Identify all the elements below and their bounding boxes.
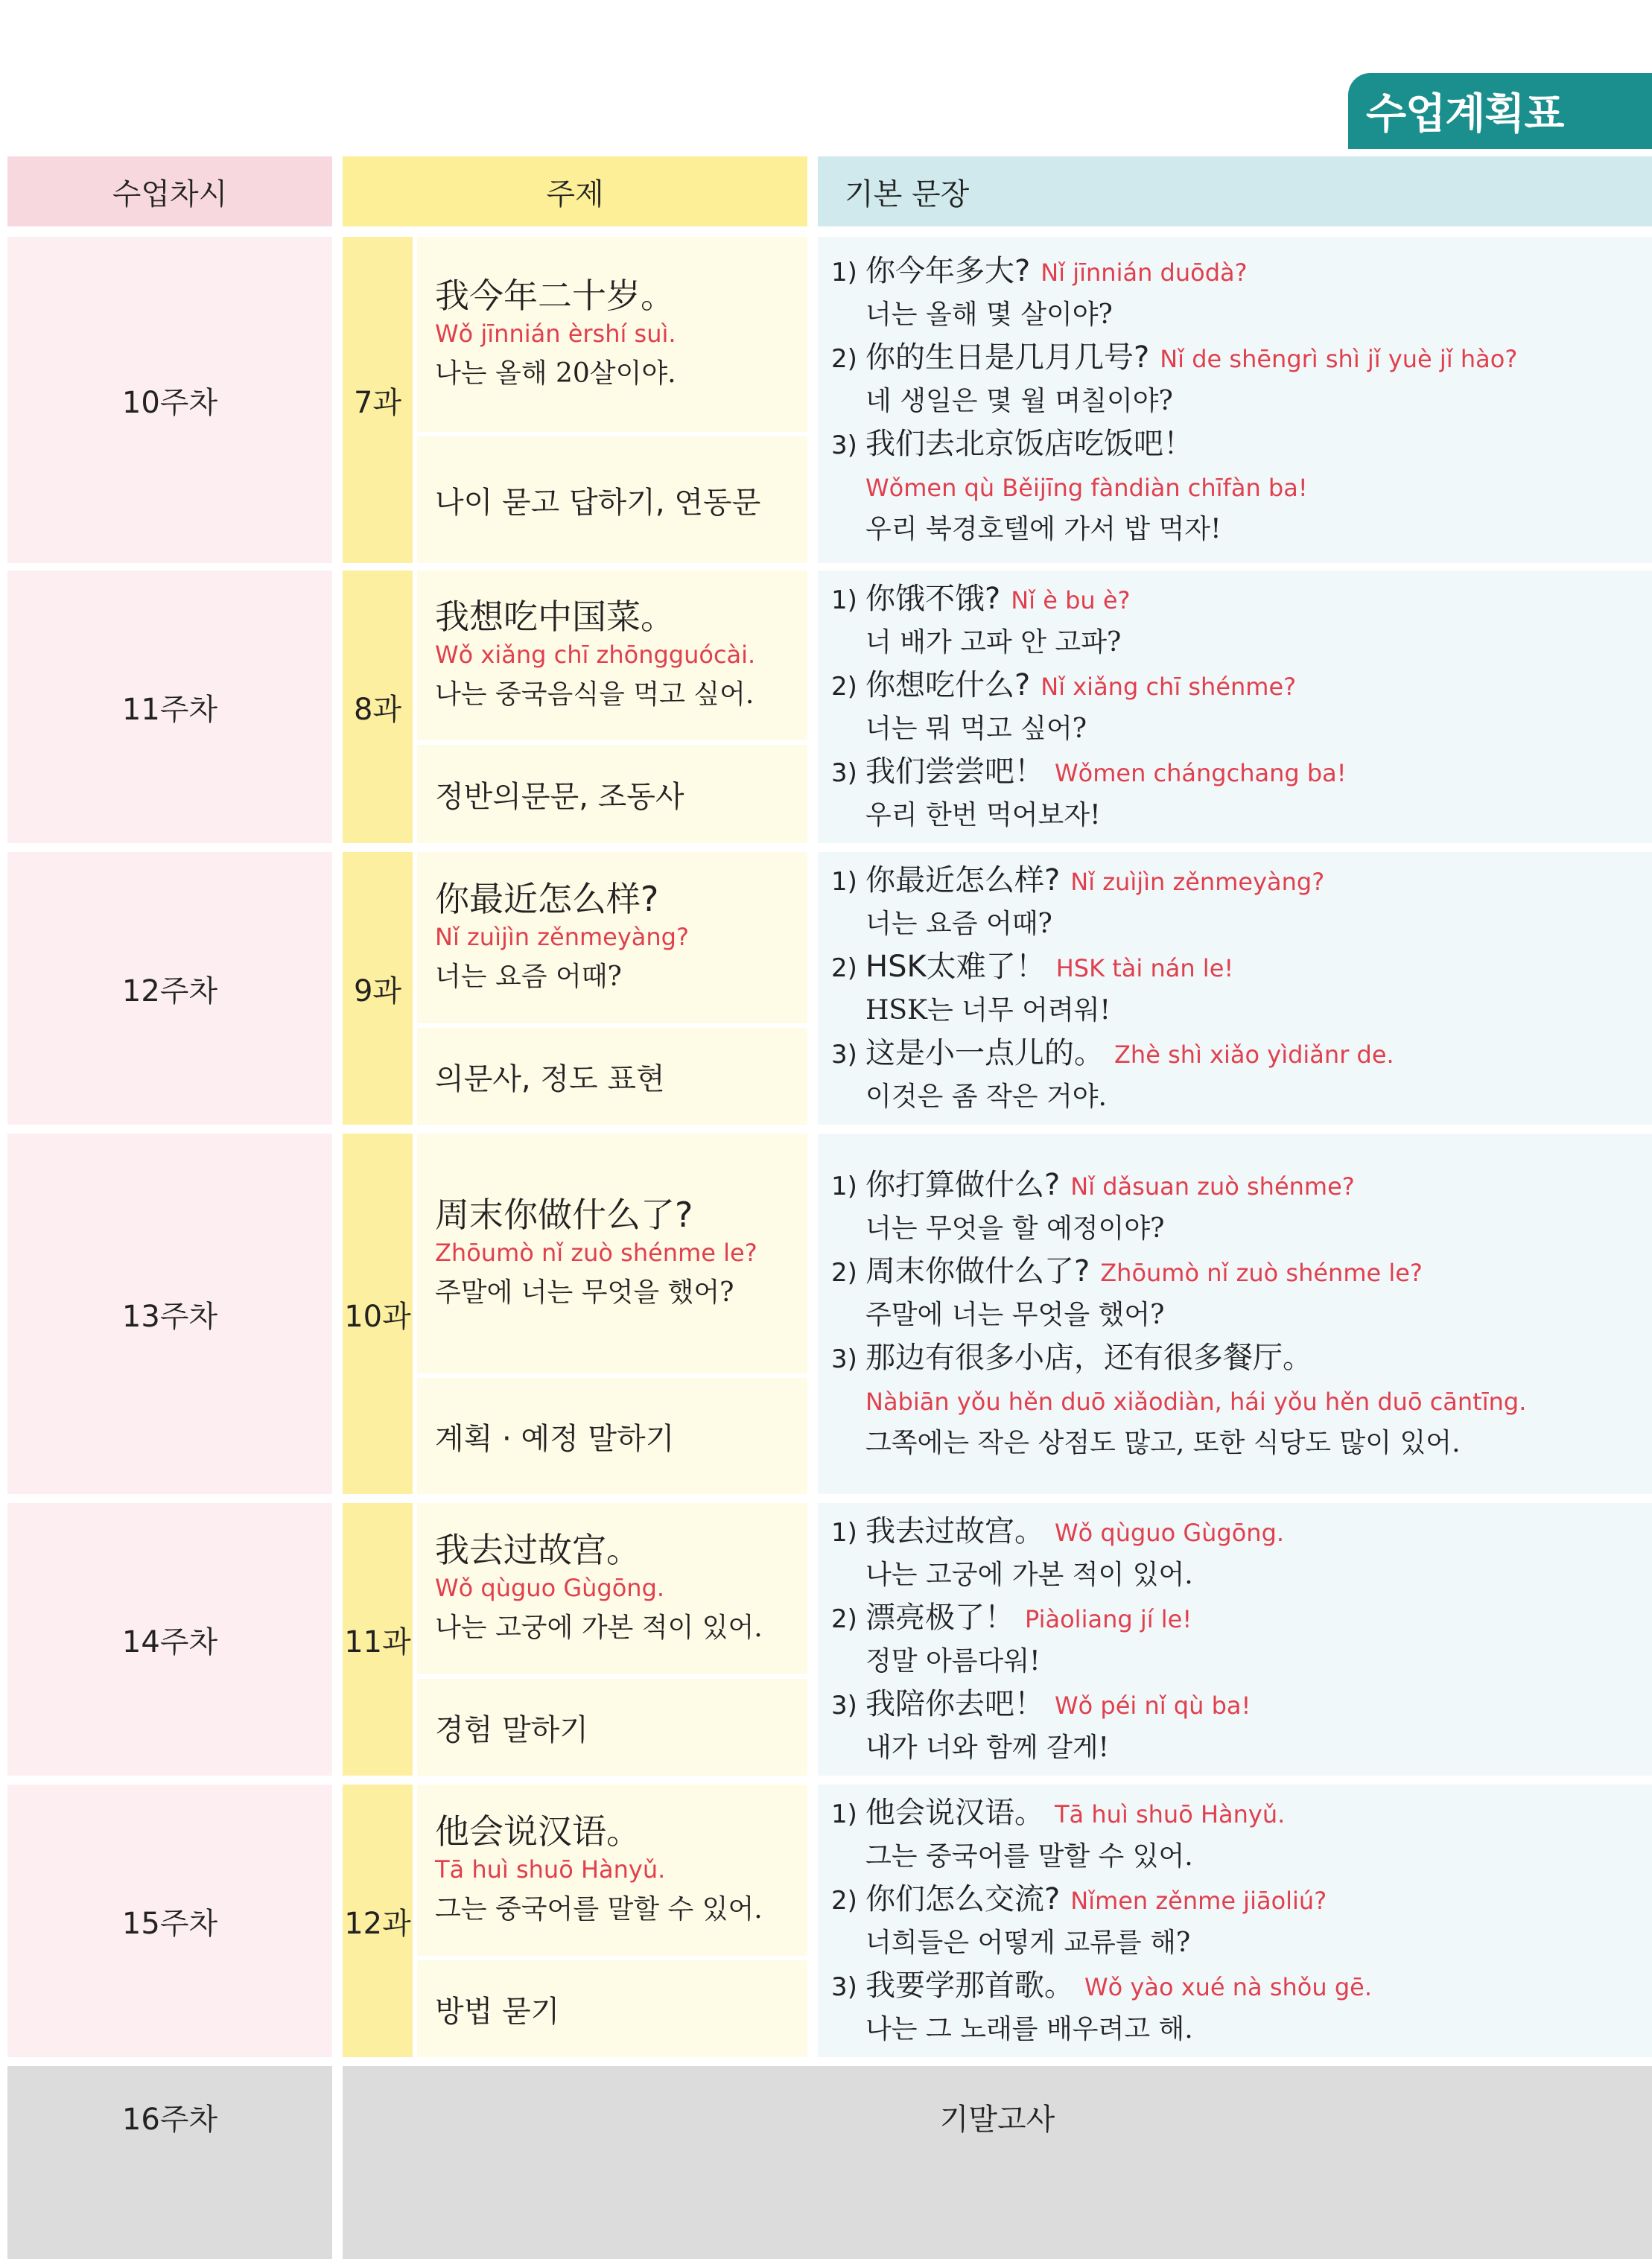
sentence-line [831, 1032, 1652, 1076]
topic-korean: 그는 중국어를 말할 수 있어. [435, 1894, 763, 1925]
header-sentences: 기본 문장 [818, 156, 1652, 226]
sentence-pinyin: Nǐmen zěnme jiāoliú? [1070, 1887, 1327, 1915]
sentence-korean: 우리 한번 먹어보자! [865, 800, 1101, 830]
topic-cell [417, 1503, 807, 1674]
sentences-cell [818, 571, 1652, 843]
topic-korean: 나는 고궁에 가본 적이 있어. [435, 1613, 763, 1643]
sentence-korean: 네 생일은 몇 월 며칠이야? [865, 386, 1173, 416]
sentence-pinyin: Nǐ xiǎng chī shénme? [1041, 673, 1297, 701]
sentence-line [831, 1510, 1652, 1554]
sentence-korean: 너는 무엇을 할 예정이야? [865, 1213, 1165, 1244]
sentence-line [831, 945, 1652, 990]
sentence-number: 2) [831, 344, 857, 374]
sentence-number: 2) [831, 1258, 857, 1288]
sentence-korean: 이것은 좀 작은 거야. [865, 1081, 1107, 1112]
topic-pinyin: Tā huì shuō Hànyǔ. [435, 1855, 666, 1884]
sentence-korean: 나는 그 노래를 배우려고 해. [865, 2014, 1193, 2044]
sentence-pinyin: Nàbiān yǒu hěn duō xiǎodiàn, hái yǒu hěn duō cāntīng. [865, 1388, 1527, 1416]
sentence-number: 2) [831, 672, 857, 702]
sentence-pinyin: Wǒmen qù Běijīng fàndiàn chīfàn ba! [865, 474, 1308, 502]
sentence-chinese: 周末你做什么了? [865, 1254, 1090, 1289]
sentences-cell [818, 852, 1652, 1125]
grammar-cell: 정반의문문, 조동사 [417, 745, 807, 843]
sentence-chinese: 我去过故宫。 [865, 1514, 1044, 1548]
lesson-cell: 8과 [343, 571, 413, 843]
sentence-chinese: 那边有很多小店，还有很多餐厅。 [865, 1341, 1312, 1375]
sentence-korean: 우리 북경호텔에 가서 밥 먹자! [865, 514, 1221, 544]
sentence-chinese: 我陪你去吧！ [865, 1687, 1044, 1721]
topic-korean: 나는 중국음식을 먹고 싶어. [435, 679, 754, 710]
topic-korean: 주말에 너는 무엇을 했어? [435, 1277, 734, 1308]
sentence-chinese: 他会说汉语。 [865, 1796, 1044, 1830]
sentence-line [831, 1336, 1652, 1381]
topic-cell [417, 852, 807, 1023]
topic-korean: 너는 요즘 어때? [435, 962, 622, 992]
grammar-cell: 계획 · 예정 말하기 [417, 1378, 807, 1494]
sentence-line [831, 336, 1652, 381]
sentence-chinese: 你想吃什么? [865, 668, 1031, 702]
week-cell: 15주차 [7, 1785, 332, 2057]
sentence-pinyin: Wǒ qùguo Gùgōng. [1055, 1519, 1285, 1547]
sentence-pinyin: Wǒ péi nǐ qù ba! [1055, 1691, 1251, 1720]
sentence-number: 3) [831, 430, 857, 460]
sentence-korean: 그는 중국어를 말할 수 있어. [865, 1841, 1193, 1872]
sentence-line [831, 422, 1652, 467]
grammar-cell: 의문사, 정도 표현 [417, 1028, 807, 1125]
sentence-line [831, 1878, 1652, 1922]
sentences-cell [818, 1785, 1652, 2057]
topic-cell [417, 237, 807, 432]
sentence-pinyin: Nǐ jīnnián duōdà? [1041, 258, 1248, 287]
sentence-pinyin: HSK tài nán le! [1055, 954, 1234, 982]
sentence-number: 2) [831, 1604, 857, 1634]
sentence-number: 3) [831, 1691, 857, 1721]
sentence-pinyin: Zhè shì xiǎo yìdiǎnr de. [1114, 1040, 1394, 1069]
sentence-korean: 너희들은 어떻게 교류를 해? [865, 1928, 1191, 1958]
sentence-line [831, 1791, 1652, 1836]
sentence-chinese: 你们怎么交流? [865, 1882, 1061, 1916]
sentence-line [831, 1250, 1652, 1294]
topic-chinese: 我想吃中国菜。 [435, 597, 675, 637]
topic-pinyin: Wǒ jīnnián èrshí suì. [435, 320, 676, 348]
sentence-korean: 너는 올해 몇 살이야? [865, 299, 1113, 330]
topic-chinese: 他会说汉语。 [435, 1811, 641, 1852]
lesson-cell: 10과 [343, 1134, 413, 1494]
sentence-pinyin: Zhōumò nǐ zuò shénme le? [1100, 1259, 1423, 1287]
week-cell: 16주차 [7, 2066, 332, 2259]
sentence-korean: 정말 아름다워! [865, 1646, 1041, 1677]
sentence-chinese: 我们去北京饭店吃饭吧！ [865, 427, 1193, 461]
sentence-line [831, 1964, 1652, 2009]
topic-pinyin: Zhōumò nǐ zuò shénme le? [435, 1239, 757, 1267]
sentence-chinese: 漂亮极了！ [865, 1601, 1014, 1635]
sentence-pinyin: Nǐ de shēngrì shì jǐ yuè jǐ hào? [1160, 345, 1518, 373]
sentence-korean: 너는 요즘 어때? [865, 909, 1052, 939]
sentence-number: 2) [831, 953, 857, 983]
topic-korean: 나는 올해 20살이야. [435, 358, 676, 389]
sentence-number: 1) [831, 1172, 857, 1201]
sentence-korean: 너 배가 고파 안 고파? [865, 627, 1122, 658]
sentence-chinese: 你打算做什么? [865, 1168, 1061, 1202]
lesson-cell: 9과 [343, 852, 413, 1125]
week-cell: 14주차 [7, 1503, 332, 1776]
sentence-chinese: 你今年多大? [865, 254, 1031, 288]
lesson-cell: 11과 [343, 1503, 413, 1776]
sentence-line [831, 750, 1652, 795]
week-cell: 12주차 [7, 852, 332, 1125]
sentence-number: 3) [831, 758, 857, 788]
topic-chinese: 你最近怎么样? [435, 879, 659, 919]
sentence-korean: 그쪽에는 작은 상점도 많고, 또한 식당도 많이 있어. [865, 1428, 1461, 1458]
final-exam-cell: 기말고사 [343, 2066, 1652, 2259]
sentence-pinyin: Wǒmen chángchang ba! [1055, 759, 1347, 787]
sentences-cell [818, 1134, 1652, 1494]
sentence-number: 1) [831, 1799, 857, 1829]
sentence-number: 1) [831, 867, 857, 897]
topic-cell [417, 1785, 807, 1956]
sentence-pinyin: Piàoliang jí le! [1025, 1605, 1192, 1633]
topic-pinyin: Nǐ zuìjìn zěnmeyàng? [435, 923, 689, 951]
sentence-korean: 주말에 너는 무엇을 했어? [865, 1300, 1165, 1330]
sentence-line [831, 1683, 1652, 1727]
sentence-chinese: 你最近怎么样? [865, 863, 1061, 897]
sentence-line [831, 664, 1652, 708]
sentence-number: 1) [831, 1518, 857, 1548]
week-cell: 11주차 [7, 571, 332, 843]
week-cell: 13주차 [7, 1134, 332, 1494]
sentence-number: 3) [831, 1972, 857, 2002]
page-title: 수업계획표 [1348, 73, 1652, 149]
sentence-pinyin: Tā huì shuō Hànyǔ. [1055, 1800, 1286, 1829]
lesson-cell: 7과 [343, 237, 413, 563]
header-week: 수업차시 [7, 156, 332, 226]
sentence-chinese: 我要学那首歌。 [865, 1969, 1074, 2003]
sentence-chinese: 我们尝尝吧！ [865, 754, 1044, 789]
sentence-pinyin: Nǐ dǎsuan zuò shénme? [1070, 1172, 1355, 1201]
grammar-cell: 방법 묻기 [417, 1960, 807, 2057]
sentence-korean: HSK는 너무 어려워! [865, 995, 1111, 1026]
topic-chinese: 周末你做什么了? [435, 1195, 693, 1235]
sentence-chinese: 这是小一点儿的。 [865, 1036, 1104, 1070]
sentence-number: 2) [831, 1886, 857, 1916]
sentence-line [831, 859, 1652, 903]
sentences-cell [818, 237, 1652, 563]
topic-cell [417, 571, 807, 740]
sentence-line [831, 250, 1652, 294]
topic-chinese: 我去过故宫。 [435, 1530, 641, 1570]
header-topic: 주제 [343, 156, 807, 226]
sentence-pinyin: Nǐ è bu è? [1011, 586, 1131, 614]
topic-pinyin: Wǒ qùguo Gùgōng. [435, 1574, 665, 1602]
sentence-korean: 나는 고궁에 가본 적이 있어. [865, 1560, 1193, 1590]
topic-pinyin: Wǒ xiǎng chī zhōngguócài. [435, 641, 756, 669]
sentence-korean: 내가 너와 함께 갈게! [865, 1732, 1110, 1763]
topic-chinese: 我今年二十岁。 [435, 276, 675, 316]
week-cell: 10주차 [7, 237, 332, 563]
sentence-chinese: 你饿不饿? [865, 582, 1001, 616]
lesson-cell: 12과 [343, 1785, 413, 2057]
sentence-korean: 너는 뭐 먹고 싶어? [865, 714, 1087, 744]
topic-cell [417, 1134, 807, 1373]
sentences-cell [818, 1503, 1652, 1776]
sentence-chinese: 你的生日是几月几号? [865, 340, 1150, 375]
sentence-pinyin: Nǐ zuìjìn zěnmeyàng? [1070, 868, 1325, 896]
sentence-number: 3) [831, 1040, 857, 1070]
sentence-line [831, 577, 1652, 622]
sentence-line [831, 1596, 1652, 1641]
grammar-cell: 경험 말하기 [417, 1679, 807, 1776]
sentence-number: 3) [831, 1344, 857, 1374]
grammar-cell: 나이 묻고 답하기, 연동문 [417, 436, 807, 563]
sentence-pinyin: Wǒ yào xué nà shǒu gē. [1084, 1973, 1372, 2001]
sentence-line [831, 1163, 1652, 1208]
sentence-number: 1) [831, 585, 857, 615]
sentence-chinese: HSK太难了！ [865, 950, 1046, 984]
sentence-number: 1) [831, 258, 857, 287]
